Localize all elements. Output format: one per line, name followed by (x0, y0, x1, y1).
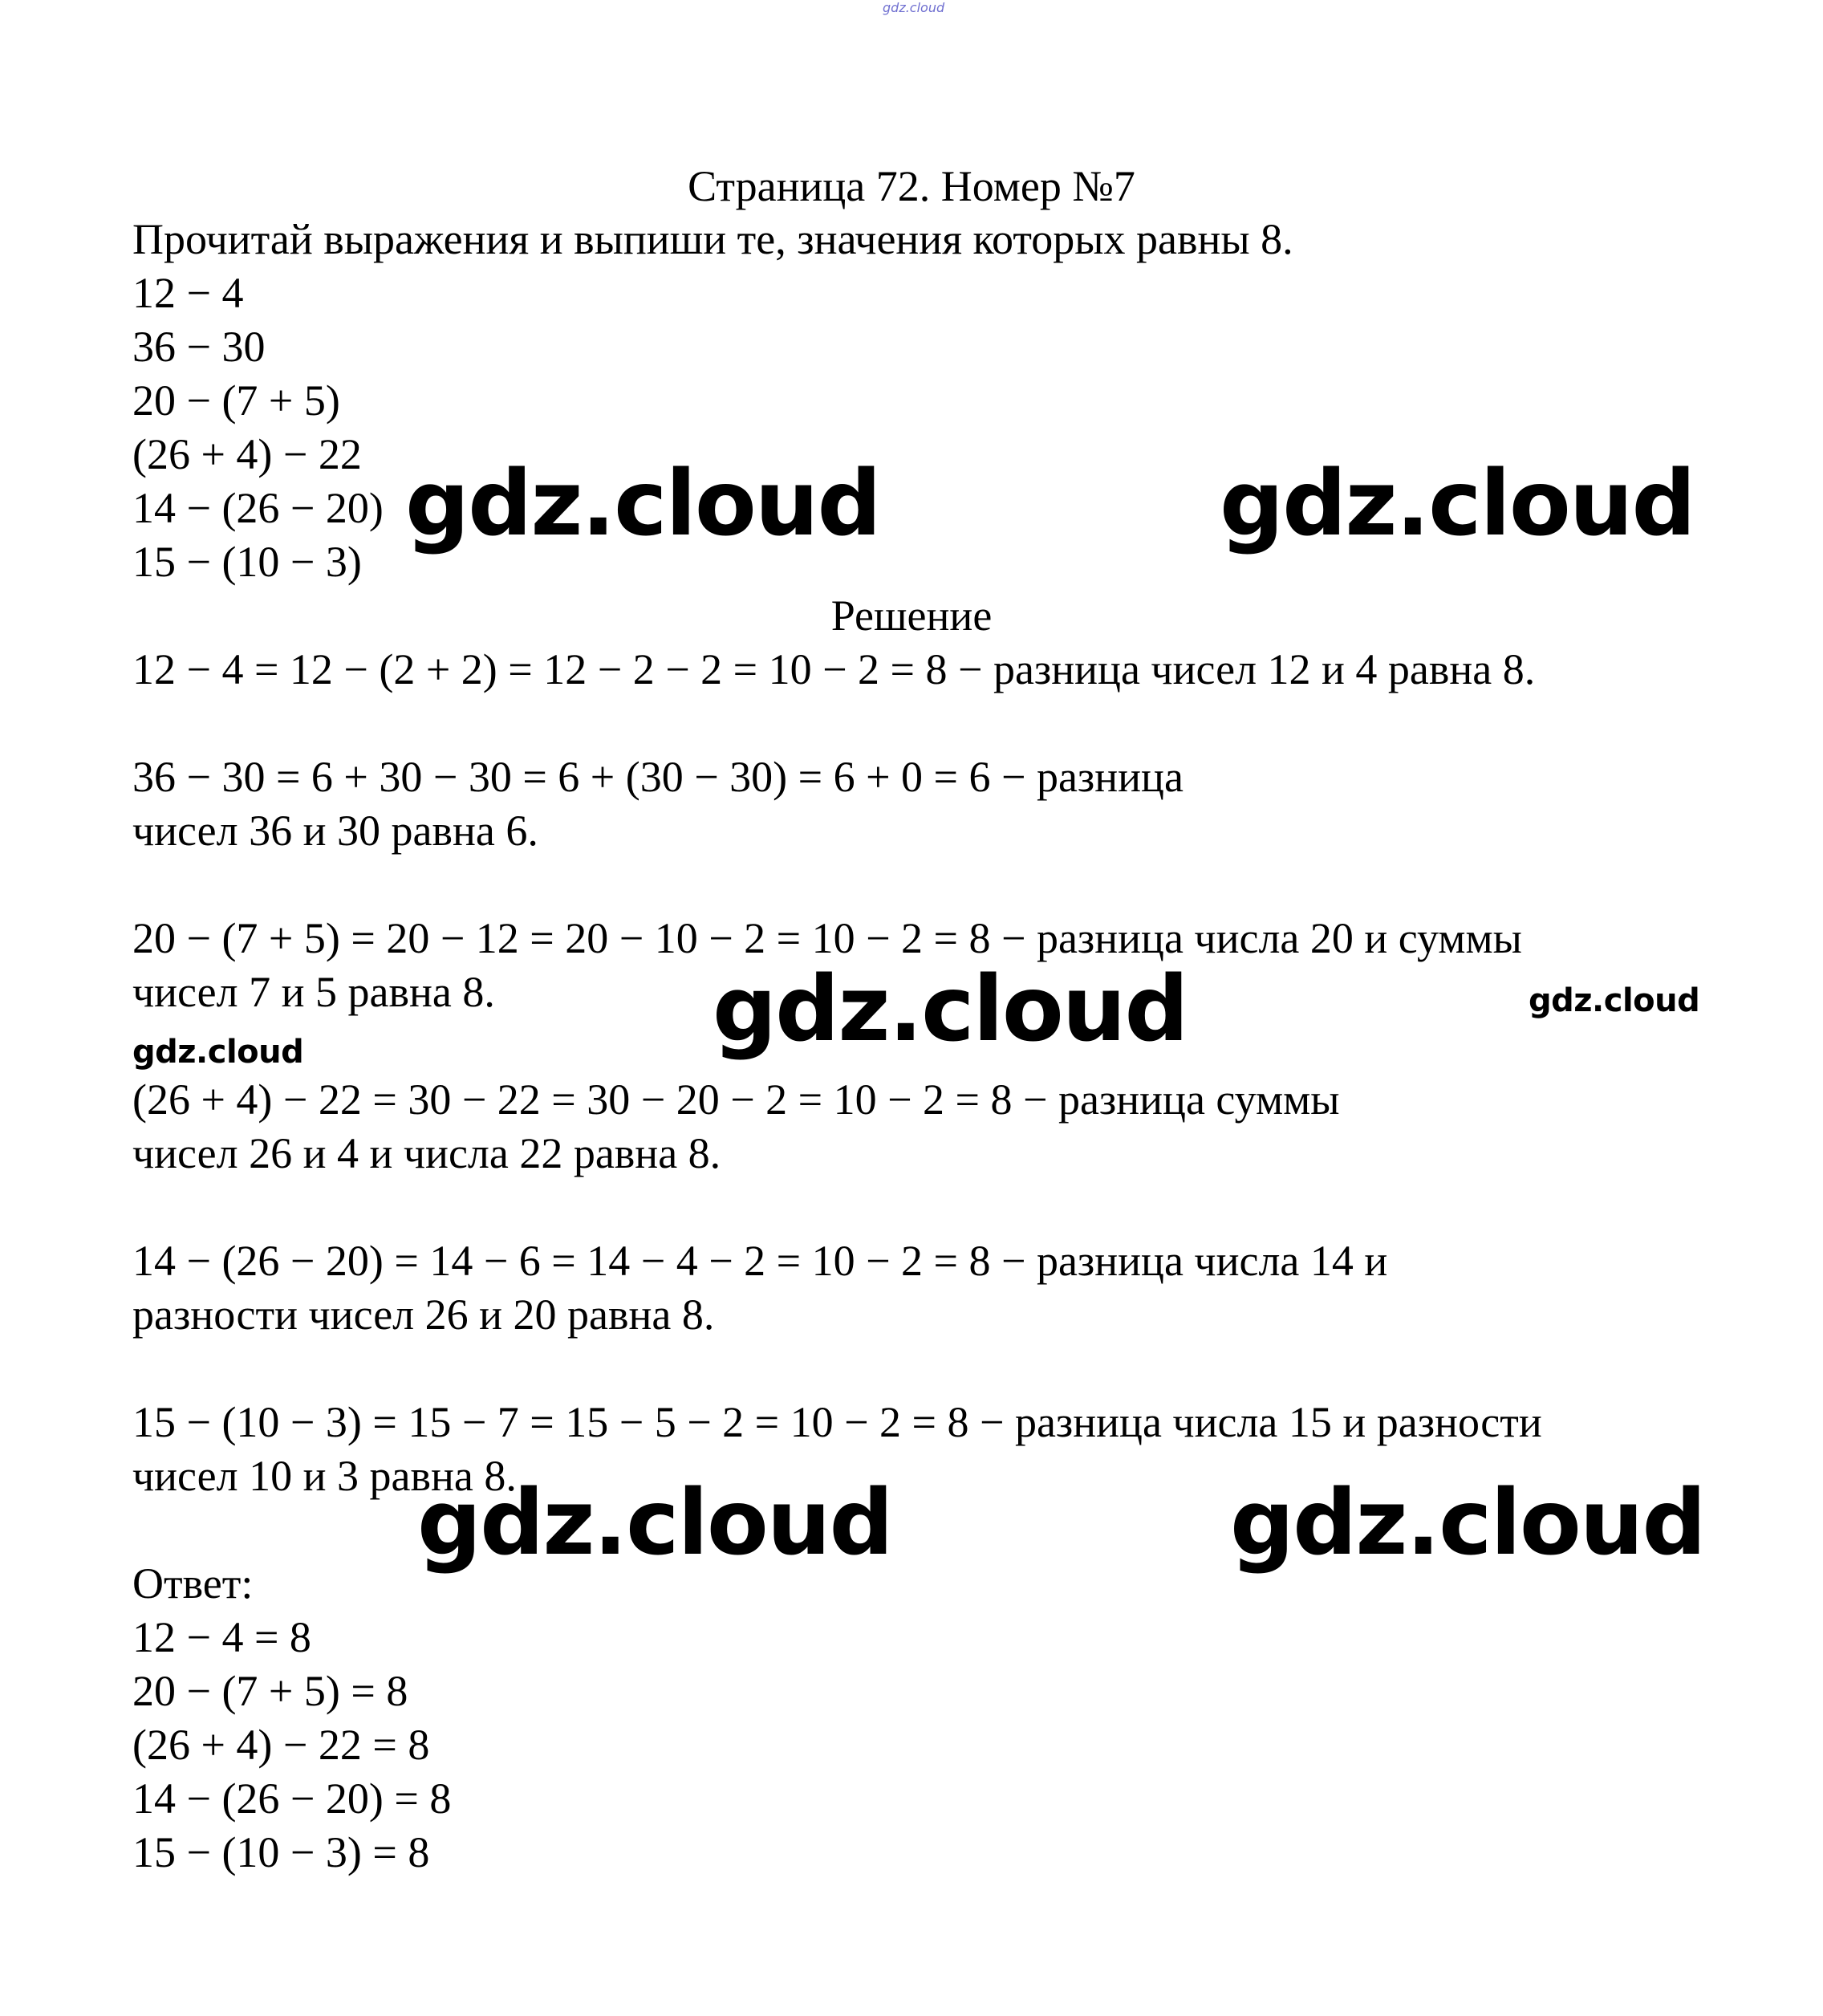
answer-item: (26 + 4) − 22 = 8 (132, 1721, 430, 1769)
solution-line: чисел 10 и 3 равна 8. (132, 1452, 517, 1500)
answer-item: 20 − (7 + 5) = 8 (132, 1667, 408, 1715)
expression-item: (26 + 4) − 22 (132, 430, 362, 478)
solution-line: 12 − 4 = 12 − (2 + 2) = 12 − 2 − 2 = 10 − 2 = 8 − разница чисел 12 и 4 равна 8. (132, 645, 1536, 693)
solution-heading: Решение (830, 591, 993, 640)
watermark: gdz.cloud (1230, 1471, 1705, 1575)
watermark: gdz.cloud (132, 1034, 304, 1071)
solution-line: разности чисел 26 и 20 равна 8. (132, 1290, 715, 1339)
page-title: Страница 72. Номер №7 (688, 162, 1135, 210)
solution-line: 14 − (26 − 20) = 14 − 6 = 14 − 4 − 2 = 10 − 2 = 8 − разница числа 14 и (132, 1237, 1388, 1285)
expression-item: 36 − 30 (132, 323, 266, 371)
watermark: gdz.cloud (1529, 982, 1700, 1019)
answer-label: Ответ: (132, 1559, 254, 1608)
solution-line: (26 + 4) − 22 = 30 − 22 = 30 − 20 − 2 = 10 − 2 = 8 − разница суммы (132, 1075, 1340, 1124)
top-watermark: gdz.cloud (883, 0, 945, 15)
watermark: gdz.cloud (405, 452, 880, 556)
watermark: gdz.cloud (713, 957, 1188, 1062)
solution-line: 20 − (7 + 5) = 20 − 12 = 20 − 10 − 2 = 10 − 2 = 8 − разница числа 20 и суммы (132, 914, 1522, 962)
answer-item: 14 − (26 − 20) = 8 (132, 1774, 452, 1823)
solution-line: 15 − (10 − 3) = 15 − 7 = 15 − 5 − 2 = 10 − 2 = 8 − разница числа 15 и разности (132, 1398, 1542, 1446)
watermark: gdz.cloud (1220, 452, 1695, 556)
expression-item: 20 − (7 + 5) (132, 376, 340, 425)
watermark: gdz.cloud (417, 1471, 892, 1575)
expression-item: 12 − 4 (132, 269, 244, 317)
answer-item: 15 − (10 − 3) = 8 (132, 1828, 430, 1876)
solution-line: чисел 7 и 5 равна 8. (132, 968, 495, 1016)
solution-line: 36 − 30 = 6 + 30 − 30 = 6 + (30 − 30) = 6 + 0 = 6 − разница (132, 753, 1184, 801)
solution-line: чисел 26 и 4 и числа 22 равна 8. (132, 1129, 721, 1177)
answer-item: 12 − 4 = 8 (132, 1613, 311, 1661)
solution-line: чисел 36 и 30 равна 6. (132, 807, 538, 855)
expression-item: 15 − (10 − 3) (132, 538, 362, 586)
task-text: Прочитай выражения и выпиши те, значения которых равны 8. (132, 215, 1293, 263)
expression-item: 14 − (26 − 20) (132, 484, 384, 532)
